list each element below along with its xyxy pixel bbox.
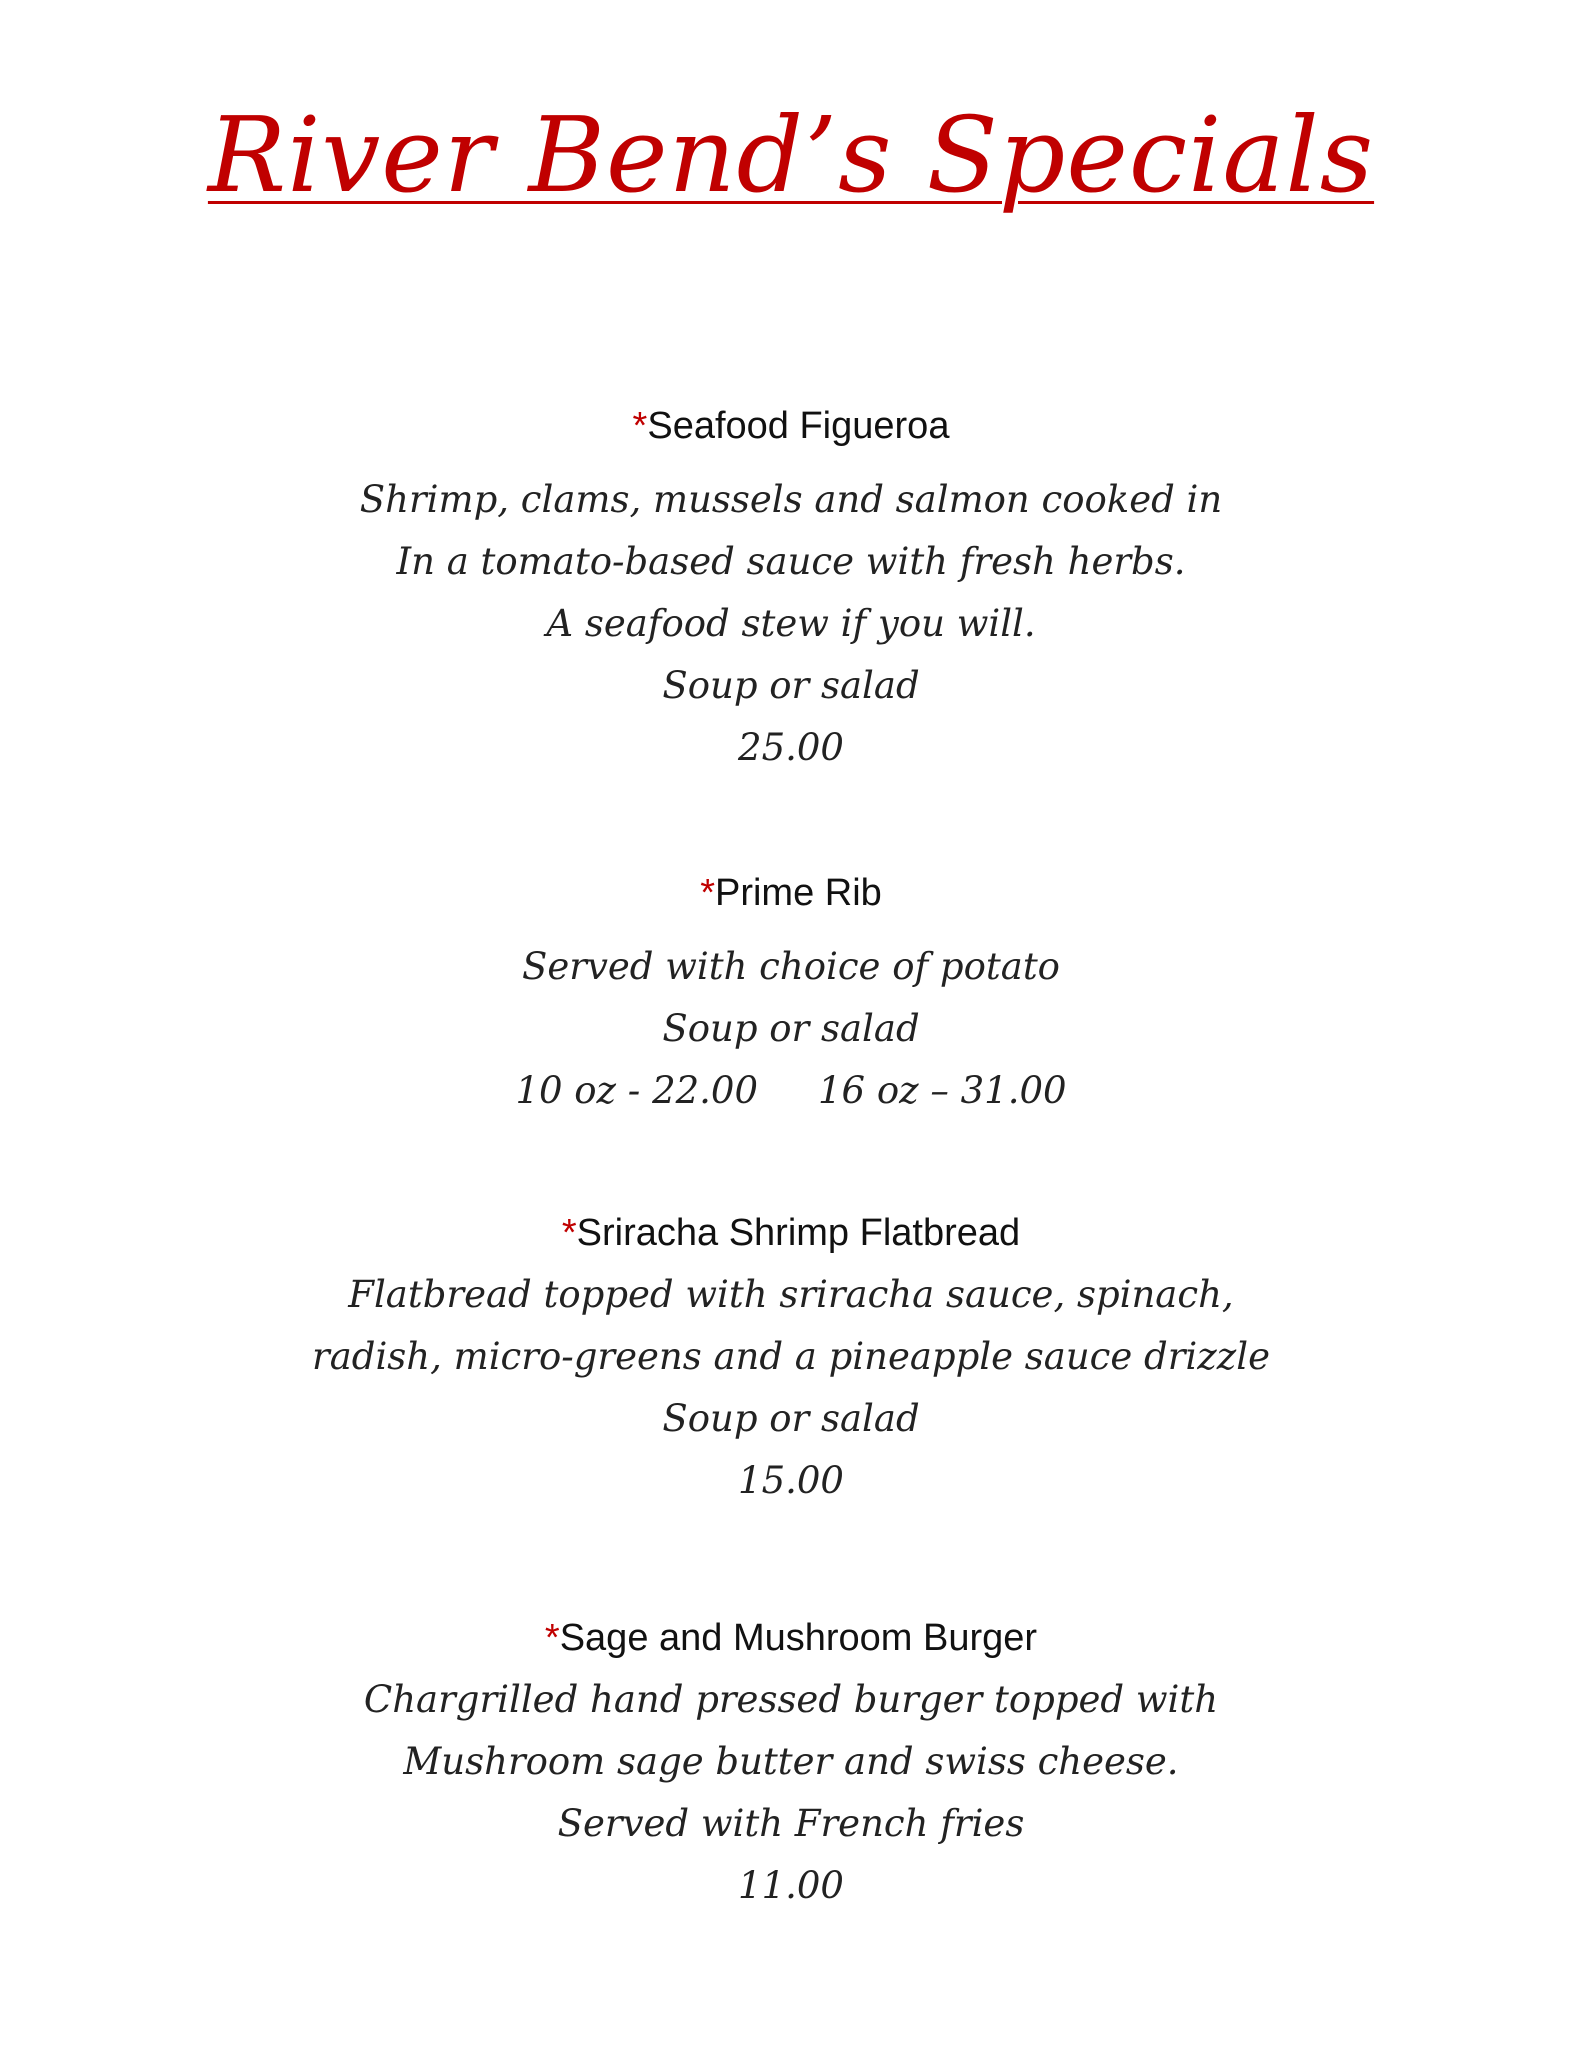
- item-description-line: In a tomato-based sauce with fresh herbs.: [396, 540, 1186, 583]
- asterisk-marker: *: [632, 405, 648, 447]
- item-side-option: Soup or salad: [662, 1397, 920, 1440]
- item-name-text: Prime Rib: [714, 872, 882, 914]
- asterisk-marker: *: [561, 1212, 577, 1254]
- menu-title: [0, 95, 1582, 215]
- item-price-large: 16 oz – 31.00: [818, 1069, 1067, 1112]
- item-name-text: Sage and Mushroom Burger: [559, 1617, 1038, 1659]
- item-side-option: Soup or salad: [662, 1007, 920, 1050]
- item-side-option: Soup or salad: [662, 664, 920, 707]
- item-description-line: Mushroom sage butter and swiss cheese.: [403, 1740, 1179, 1783]
- item-description-line: Served with choice of potato: [522, 945, 1060, 988]
- item-description-line: Shrimp, clams, mussels and salmon cooked in: [359, 478, 1223, 521]
- item-price-small: 10 oz - 22.00: [515, 1069, 758, 1112]
- menu-item-sriracha-shrimp-flatbread: [0, 1202, 1582, 1512]
- item-price: 25.00: [738, 726, 844, 769]
- item-side-option: Served with French fries: [557, 1802, 1025, 1845]
- asterisk-marker: *: [700, 872, 715, 914]
- item-price: 11.00: [738, 1864, 844, 1907]
- item-name-text: Seafood Figueroa: [647, 405, 950, 447]
- asterisk-marker: *: [544, 1617, 560, 1659]
- item-name: [0, 1202, 1582, 1264]
- item-description-line: radish, micro-greens and a pineapple sauce drizzle: [312, 1335, 1270, 1378]
- item-description-line: Chargrilled hand pressed burger topped with: [363, 1678, 1219, 1721]
- item-price: 15.00: [738, 1459, 844, 1502]
- item-price-row: [0, 1060, 1582, 1122]
- item-name: [0, 395, 1582, 457]
- item-description-line: A seafood stew if you will.: [546, 602, 1036, 645]
- menu-item-seafood-figueroa: [0, 395, 1582, 779]
- item-name-text: Sriracha Shrimp Flatbread: [576, 1212, 1021, 1254]
- menu-item-prime-rib: [0, 862, 1582, 1122]
- menu-title-text: River Bend’s Specials: [207, 94, 1375, 216]
- item-description-line: Flatbread topped with sriracha sauce, spinach,: [348, 1273, 1234, 1316]
- item-name: [0, 1607, 1582, 1669]
- item-name: [0, 862, 1582, 924]
- menu-item-sage-mushroom-burger: [0, 1607, 1582, 1917]
